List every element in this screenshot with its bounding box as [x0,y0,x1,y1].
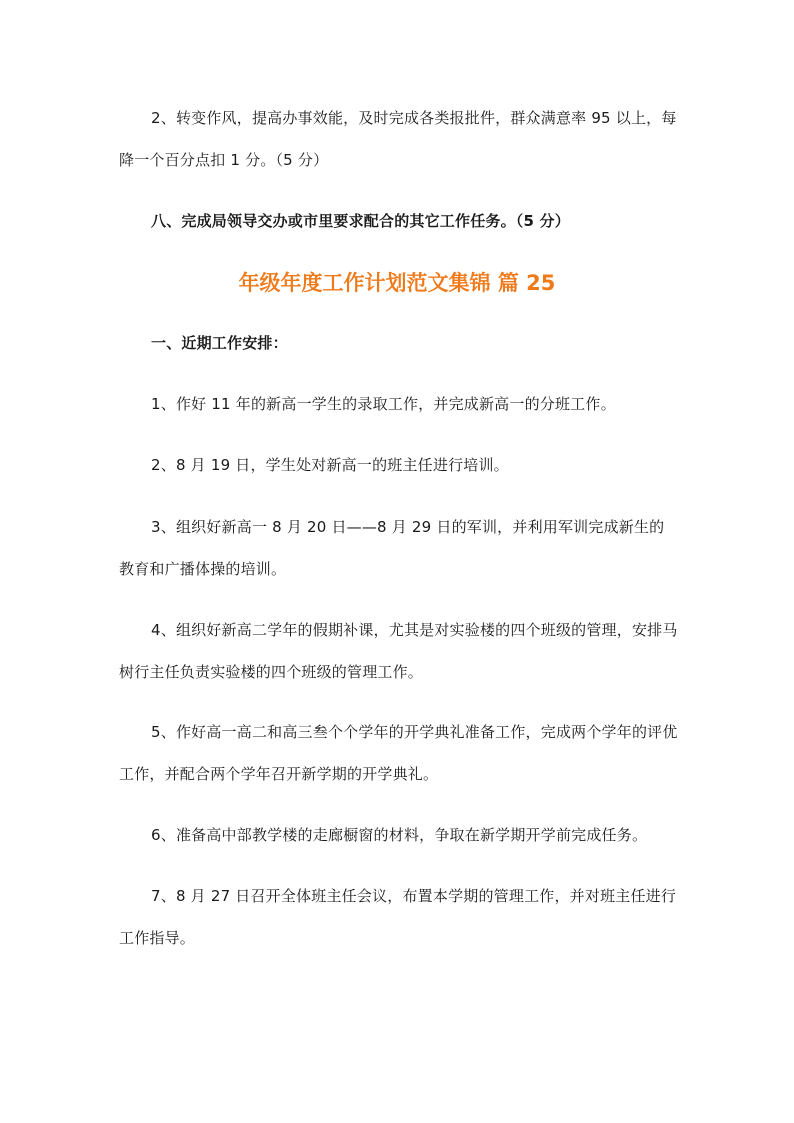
list-item-5: 5、作好高一高二和高三叁个个学年的开学典礼准备工作，完成两个学年的评优工作，并配合两个学年召开新学期的开学典礼。 [119,723,678,783]
section-1-heading: 一、近期工作安排： [151,334,288,352]
list-item-6: 6、准备高中部教学楼的走廊橱窗的材料，争取在新学期开学前完成任务。 [151,826,648,844]
list-item-7: 7、8 月 27 日召开全体班主任会议，布置本学期的管理工作，并对班主任进行工作指导。 [119,887,677,947]
list-item-3: 3、组织好新高一 8 月 20 日——8 月 29 日的军训，并利用军训完成新生的教育和广播体操的培训。 [119,518,665,578]
list-item-2: 2、8 月 19 日，学生处对新高一的班主任进行培训。 [151,456,509,474]
section-8-heading: 八、完成局领导交办或市里要求配合的其它工作任务。（5 分） [151,212,570,230]
paragraph-prev-item-2: 2、转变作风，提高办事效能，及时完成各类报批件，群众满意率 95 以上，每降一个百分点扣 1 分。（5 分） [119,109,677,169]
page-title: 年级年度工作计划范文集锦 篇 25 [238,271,556,295]
list-item-1: 1、作好 11 年的新高一学生的录取工作，并完成新高一的分班工作。 [151,395,616,413]
list-item-4: 4、组织好新高二学年的假期补课，尤其是对实验楼的四个班级的管理，安排马树行主任负责实验楼的四个班级的管理工作。 [119,621,678,681]
